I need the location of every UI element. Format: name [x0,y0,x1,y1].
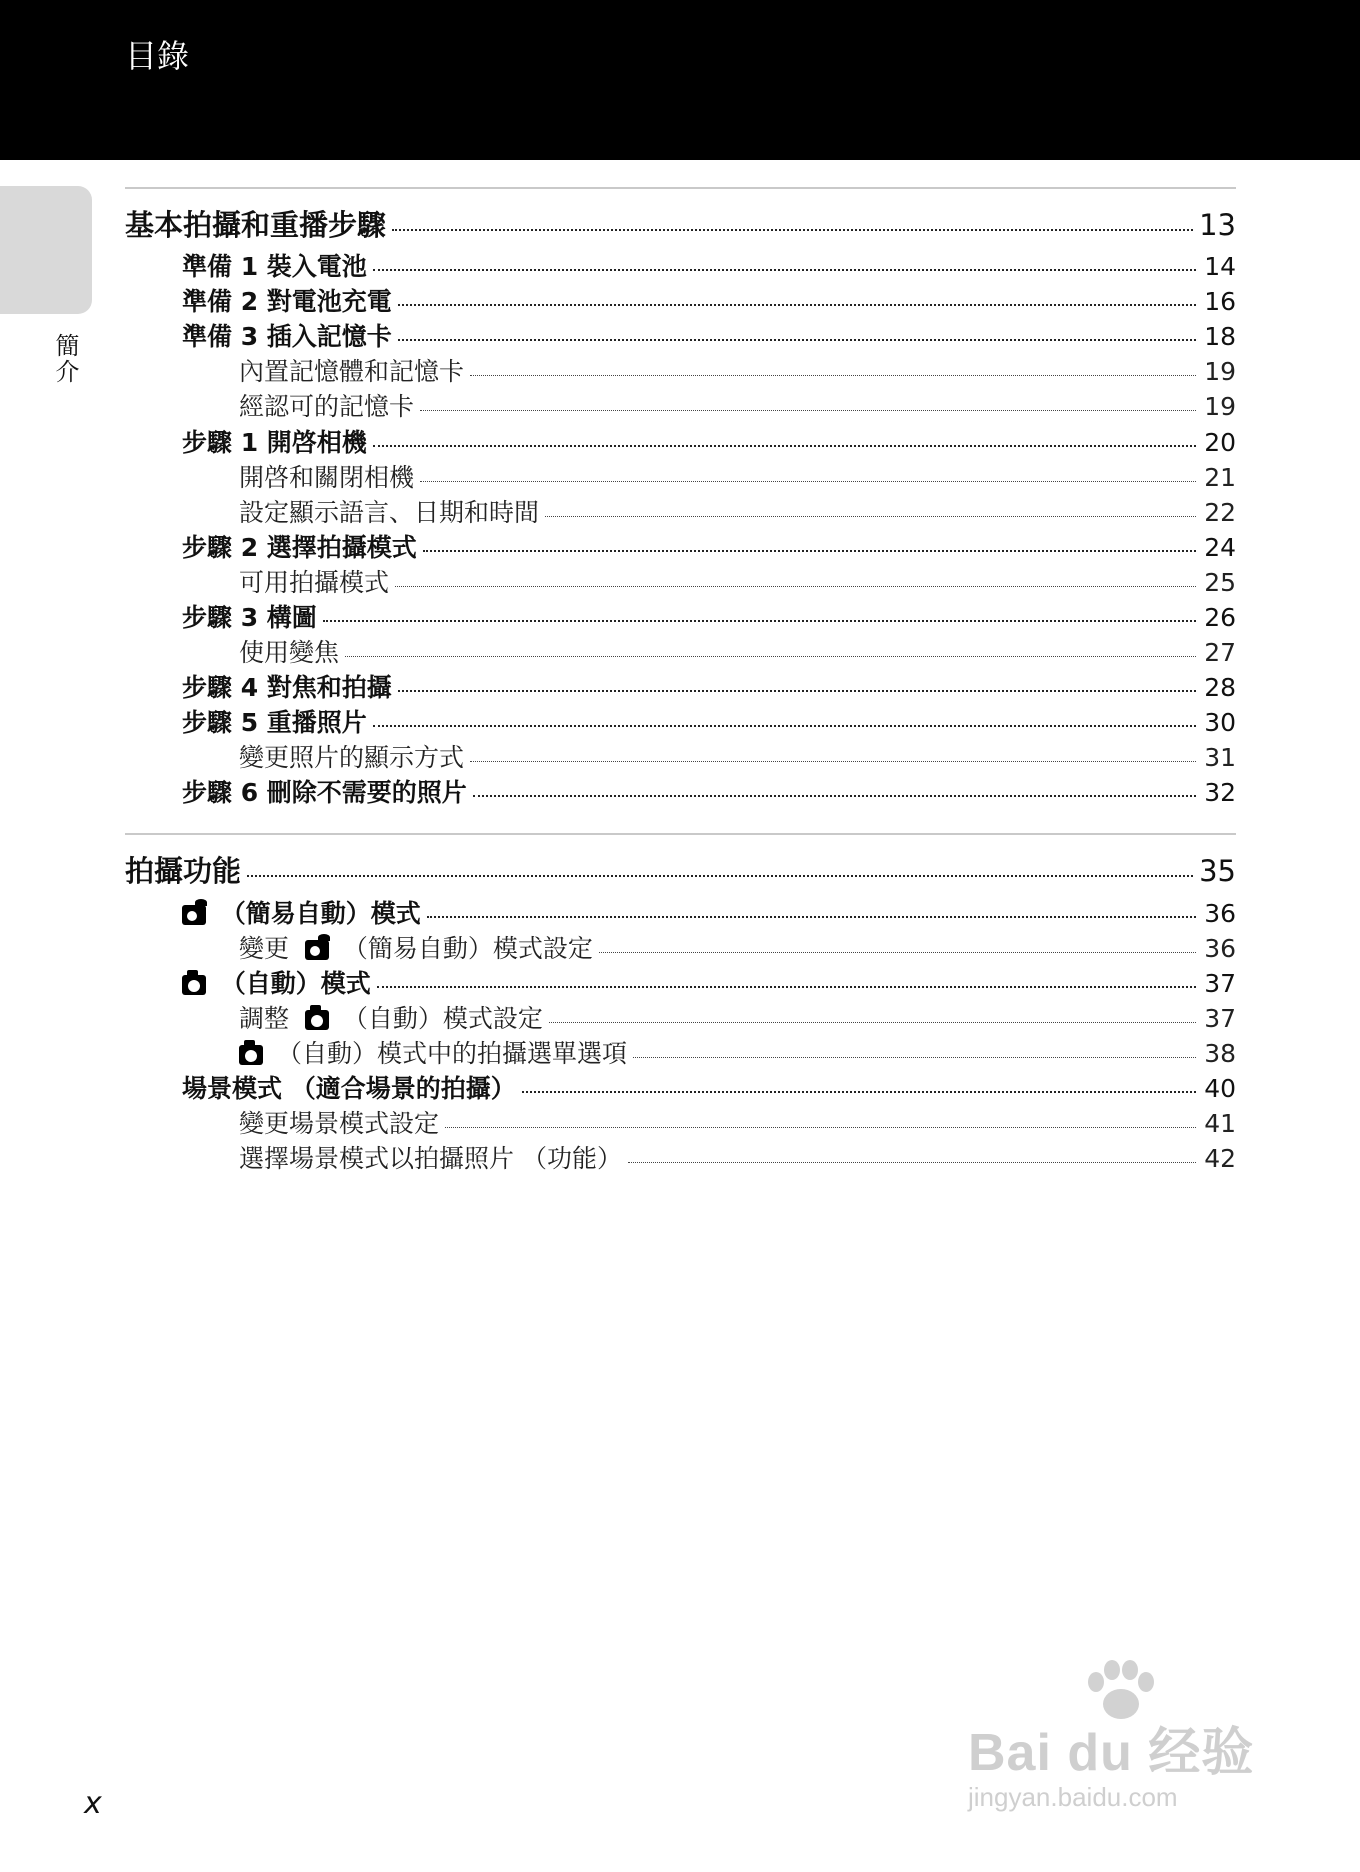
toc-label-group [182,967,371,1001]
toc-label-prefix: 變更 [239,934,290,963]
dot-leader [633,1057,1196,1058]
auto-mode-camera-icon [239,1045,263,1065]
toc-subentry[interactable] [239,1037,1236,1071]
page-title: 目錄 [125,37,190,75]
easy-auto-mode-icon [182,905,206,925]
toc-label: 步驟 2 選擇拍攝模式 [182,533,417,562]
toc-page-number: 20 [1204,428,1236,457]
auto-mode-camera-icon [182,975,206,995]
toc-label: 開啓和關閉相機 [239,463,415,492]
toc-entry[interactable] [182,706,1236,740]
toc-label: 內置記憶體和記憶卡 [239,357,465,386]
watermark-brand: Bai du 经验 [968,1724,1255,1782]
dot-leader [470,761,1196,762]
toc-entry[interactable] [182,671,1236,705]
toc-label: 可用拍攝模式 [239,568,390,597]
toc-entry[interactable] [182,601,1236,635]
dot-leader [420,481,1196,482]
toc-entry[interactable] [182,531,1236,565]
dot-leader [420,410,1196,411]
toc-label: 準備 1 裝入電池 [182,252,367,281]
toc-subentry[interactable] [239,1107,1236,1141]
toc-section-heading[interactable] [125,205,1236,245]
toc-label-group [239,1002,543,1036]
toc-page-number: 24 [1204,533,1236,562]
toc-page-number: 28 [1204,673,1236,702]
toc-subentry[interactable] [239,1142,1236,1176]
toc-page-number: 16 [1204,287,1236,316]
dot-leader [398,339,1196,341]
dot-leader [373,269,1196,271]
section-divider [125,187,1236,189]
toc-page-number: 22 [1204,498,1236,527]
toc-page-number: 32 [1204,778,1236,807]
toc-subentry[interactable] [239,1002,1236,1036]
toc-entry[interactable] [182,285,1236,319]
toc-page-number: 31 [1204,743,1236,772]
dot-leader [373,445,1196,447]
toc-page-number: 42 [1204,1144,1236,1173]
toc-page-number: 41 [1204,1109,1236,1138]
dot-leader [549,1022,1196,1023]
toc-subentry[interactable] [239,461,1236,495]
toc-subentry[interactable] [239,741,1236,775]
toc-label: 選擇場景模式以拍攝照片 （功能） [239,1144,622,1173]
auto-mode-camera-icon [305,1010,329,1030]
watermark [968,1660,1288,1820]
toc-subentry[interactable] [239,636,1236,670]
dot-leader [395,586,1196,587]
toc-subentry[interactable] [239,496,1236,530]
toc-entry[interactable] [182,897,1236,931]
toc-label: 步驟 3 構圖 [182,603,317,632]
dot-leader [323,620,1196,622]
dot-leader [345,656,1196,657]
toc-label: （簡易自動）模式 [220,899,421,928]
dot-leader [545,516,1196,517]
dot-leader [392,229,1193,231]
toc-page-number: 26 [1204,603,1236,632]
watermark-url: jingyan.baidu.com [968,1782,1178,1812]
toc-page-number: 19 [1204,392,1236,421]
toc-page-number: 37 [1204,969,1236,998]
easy-auto-mode-icon [305,940,329,960]
toc-page-number: 30 [1204,708,1236,737]
toc-entry[interactable] [182,1072,1236,1106]
toc-page-number: 25 [1204,568,1236,597]
toc-label: 步驟 1 開啓相機 [182,428,367,457]
toc-entry[interactable] [182,776,1236,810]
toc-label: （自動）模式設定 [342,1004,543,1033]
toc-page-number: 13 [1199,208,1236,242]
dot-leader [522,1091,1196,1093]
toc-subentry[interactable] [239,390,1236,424]
section-divider [125,833,1236,835]
toc-label-group [182,897,421,931]
toc-subentry[interactable] [239,355,1236,389]
toc-label-group [239,1037,627,1071]
toc-page-number: 27 [1204,638,1236,667]
toc-label: 經認可的記憶卡 [239,392,415,421]
dot-leader [423,550,1196,552]
toc-label: 步驟 5 重播照片 [182,708,367,737]
toc-label-prefix: 調整 [239,1004,290,1033]
toc-page-number: 40 [1204,1074,1236,1103]
dot-leader [427,916,1196,918]
toc-label: （簡易自動）模式設定 [342,934,593,963]
toc-label: （自動）模式中的拍攝選單選項 [276,1039,627,1068]
toc-label: 設定顯示語言、日期和時間 [239,498,540,527]
dot-leader [398,690,1196,692]
toc-page-number: 36 [1204,899,1236,928]
toc-page-number: 21 [1204,463,1236,492]
toc-label: 準備 2 對電池充電 [182,287,392,316]
toc-label: 使用變焦 [239,638,340,667]
toc-page-number: 36 [1204,934,1236,963]
chapter-tab [0,186,92,314]
toc-label: 變更照片的顯示方式 [239,743,465,772]
toc-page-number: 38 [1204,1039,1236,1068]
toc-label: （自動）模式 [220,969,371,998]
page-header [0,0,1360,160]
toc-entry[interactable] [182,967,1236,1001]
toc-entry[interactable] [182,426,1236,460]
toc-entry[interactable] [182,250,1236,284]
toc-page-number: 19 [1204,357,1236,386]
dot-leader [445,1127,1196,1128]
toc-label: 場景模式 （適合場景的拍攝） [182,1074,516,1103]
toc-entry[interactable] [182,320,1236,354]
toc-page-number: 14 [1204,252,1236,281]
toc-page-number: 37 [1204,1004,1236,1033]
dot-leader [470,375,1196,376]
toc-page-number: 35 [1199,854,1236,888]
toc-label-group [239,932,593,966]
dot-leader [398,304,1196,306]
dot-leader [377,986,1196,988]
toc-subentry[interactable] [239,566,1236,600]
toc-label: 步驟 6 刪除不需要的照片 [182,778,467,807]
chapter-tab-label: 簡介 [51,333,79,385]
dot-leader [247,875,1193,877]
toc-label: 步驟 4 對焦和拍攝 [182,673,392,702]
toc-section-heading[interactable] [125,851,1236,891]
dot-leader [628,1162,1196,1163]
toc-label: 拍攝功能 [125,854,242,888]
toc-label: 變更場景模式設定 [239,1109,440,1138]
toc-page-number: 18 [1204,322,1236,351]
toc-label: 基本拍攝和重播步驟 [125,208,387,242]
toc-label: 準備 3 插入記憶卡 [182,322,392,351]
dot-leader [473,795,1196,797]
toc-subentry[interactable] [239,932,1236,966]
dot-leader [599,952,1196,953]
dot-leader [373,725,1196,727]
page-number: x [84,1786,102,1821]
